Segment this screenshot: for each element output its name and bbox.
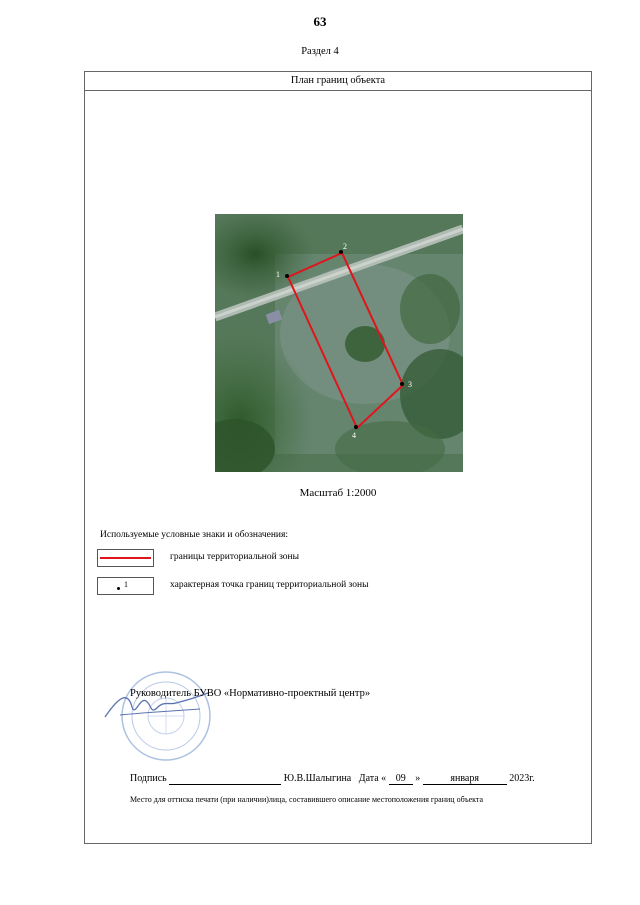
- date-day: 09: [389, 773, 413, 785]
- legend-item-label: границы территориальной зоны: [170, 552, 300, 562]
- legend-symbol-point: [97, 577, 154, 595]
- boundary-point-marker: [400, 382, 404, 386]
- boundary-point-marker: [354, 425, 358, 429]
- page-number: 63: [313, 14, 327, 29]
- signature-line: [130, 773, 535, 785]
- legend-symbol-label: 1: [124, 580, 128, 589]
- frame-title: План границ объекта: [85, 72, 591, 91]
- boundary-point-label: 3: [408, 380, 412, 389]
- map-points: [214, 213, 462, 471]
- signer-name: Ю.В.Шалыгина: [283, 773, 352, 784]
- section-label: Раздел 4: [301, 46, 339, 57]
- head-line: Руководитель БУВО «Нормативно-проектный центр»: [130, 688, 371, 699]
- date-year: 2023г.: [509, 773, 535, 784]
- boundary-point-marker: [285, 274, 289, 278]
- point-dot-icon: [117, 587, 120, 590]
- boundary-point-label: 2: [343, 242, 347, 251]
- date-month: января: [423, 773, 507, 785]
- boundary-line-swatch: [100, 557, 151, 559]
- legend-symbol-red-line: [97, 549, 154, 567]
- stamp-note: Место для оттиска печати (при наличии)лица, составившего описание местоположения границ объекта: [130, 795, 484, 804]
- legend-item-label: характерная точка границ территориальной зоны: [170, 580, 369, 590]
- sign-label: Подпись: [130, 773, 167, 784]
- date-label: Дата «: [358, 773, 387, 784]
- legend-heading: Используемые условные знаки и обозначения:: [100, 530, 289, 540]
- date-quote-close: »: [415, 773, 421, 784]
- signature-blank: [169, 773, 281, 785]
- boundary-point-label: 4: [352, 431, 356, 440]
- map-scale: Масштаб 1:2000: [299, 487, 377, 499]
- boundary-point-label: 1: [276, 270, 280, 279]
